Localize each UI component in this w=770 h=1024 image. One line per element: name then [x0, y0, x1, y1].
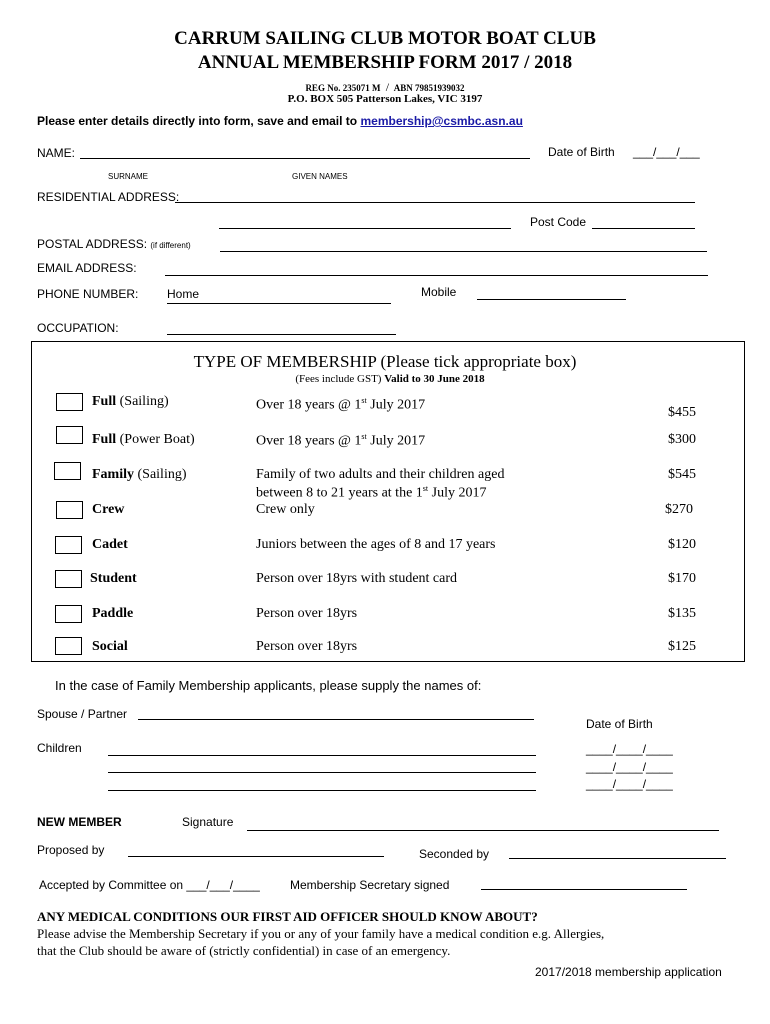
desc-end: July 2017: [366, 397, 426, 413]
email-address-field[interactable]: [165, 275, 708, 276]
membership-name: Crew: [92, 502, 125, 517]
home-phone-field[interactable]: [167, 303, 391, 304]
membership-name: Student: [90, 571, 137, 586]
new-member-label: NEW MEMBER: [37, 815, 122, 829]
desc-end: July 2017: [366, 433, 426, 449]
email-address-label: EMAIL ADDRESS:: [37, 261, 137, 275]
membership-label-paddle: [92, 606, 133, 622]
postal-address-field[interactable]: [220, 251, 707, 252]
residential-address-field[interactable]: [175, 202, 695, 203]
dob-label: Date of Birth: [548, 145, 615, 159]
membership-name: Family: [92, 467, 134, 482]
proposed-by-label: Proposed by: [37, 843, 105, 857]
instruction-line: [37, 114, 523, 128]
membership-desc-full-power-boat: [256, 432, 425, 450]
name-label: NAME:: [37, 146, 76, 160]
price-family-sailing: $545: [668, 467, 696, 482]
dob-field[interactable]: ___/___/___: [633, 145, 700, 159]
membership-name: Full: [92, 394, 117, 409]
medical-heading: ANY MEDICAL CONDITIONS OUR FIRST AID OFFICER SHOULD KNOW ABOUT?: [37, 909, 538, 924]
desc-text: Over 18 years @ 1: [256, 397, 362, 413]
post-code-field[interactable]: [592, 228, 695, 229]
children-label: Children: [37, 741, 82, 755]
post-code-label: Post Code: [530, 215, 587, 229]
proposed-by-field[interactable]: [128, 856, 384, 857]
membership-desc-full-sailing: [256, 396, 425, 414]
membership-desc2-family-sailing: [256, 484, 486, 502]
price-paddle: $135: [668, 606, 696, 621]
postal-address-note: (if different): [150, 241, 191, 250]
membership-qualifier: (Sailing): [119, 394, 169, 409]
secretary-signed-field[interactable]: [481, 889, 687, 890]
form-title-line2: ANNUAL MEMBERSHIP FORM 2017 / 2018: [197, 52, 573, 73]
signature-label: Signature: [182, 815, 234, 829]
price-full-sailing: $455: [668, 405, 696, 420]
residential-address-line2[interactable]: [219, 228, 511, 229]
child-1-field[interactable]: [108, 755, 536, 756]
child-3-dob[interactable]: ____/____/____: [586, 777, 673, 791]
desc-text: between 8 to 21 years at the 1: [256, 485, 423, 501]
membership-desc-paddle: Person over 18yrs: [256, 606, 358, 621]
occupation-field[interactable]: [167, 334, 396, 335]
abn-number: ABN 79851939032: [393, 83, 465, 93]
desc-sup: st: [361, 432, 367, 441]
occupation-label: OCCUPATION:: [37, 321, 119, 335]
spouse-field[interactable]: [138, 719, 534, 720]
signature-field[interactable]: [247, 830, 719, 831]
mobile-phone-label: Mobile: [421, 285, 457, 299]
desc-text: Over 18 years @ 1: [256, 433, 362, 449]
home-phone-label: Home: [167, 287, 200, 301]
reg-separator: /: [385, 80, 390, 94]
child-2-field[interactable]: [108, 772, 536, 773]
membership-label-student: [90, 571, 137, 587]
membership-desc-student: Person over 18yrs with student card: [256, 571, 458, 586]
price-crew: $270: [665, 502, 693, 517]
price-cadet: $120: [668, 537, 696, 552]
checkbox-crew[interactable]: [56, 501, 83, 519]
checkbox-student[interactable]: [55, 570, 82, 588]
membership-label-full-sailing: [92, 394, 169, 410]
valid-date-note: Valid to 30 June 2018: [384, 373, 485, 385]
spouse-label: Spouse / Partner: [37, 707, 128, 721]
checkbox-social[interactable]: [55, 637, 82, 655]
phone-number-label: PHONE NUMBER:: [37, 287, 139, 301]
membership-desc-family-sailing: Family of two adults and their children aged: [256, 467, 505, 482]
postal-address-label: [37, 237, 191, 251]
reg-number: REG No. 235071 M: [305, 83, 381, 93]
membership-desc-crew: Crew only: [256, 502, 315, 517]
membership-label-family-sailing: [92, 467, 187, 483]
membership-label-crew: [92, 502, 124, 518]
instruction-text: Please enter details directly into form, save and email to: [37, 114, 358, 128]
membership-label-full-power-boat: [92, 432, 195, 448]
seconded-by-label: Seconded by: [419, 847, 490, 861]
membership-name: Paddle: [92, 606, 134, 621]
membership-label-social: [92, 639, 128, 655]
membership-name: Cadet: [92, 537, 128, 552]
name-field[interactable]: [80, 158, 530, 159]
family-dob-label: Date of Birth: [586, 717, 653, 731]
surname-caption: SURNAME: [108, 172, 149, 181]
email-link[interactable]: membership@csmbc.asn.au: [360, 114, 523, 128]
given-names-caption: GIVEN NAMES: [292, 172, 348, 181]
medical-line1: Please advise the Membership Secretary if you or any of your family have a medical condition e.g. Allergies,: [37, 926, 605, 941]
membership-type-title: TYPE OF MEMBERSHIP (Please tick appropriate box): [193, 352, 577, 371]
desc-sup: st: [361, 396, 367, 405]
membership-desc-cadet: Juniors between the ages of 8 and 17 years: [256, 537, 496, 552]
desc-sup: st: [422, 484, 429, 493]
checkbox-cadet[interactable]: [55, 536, 82, 554]
child-1-dob[interactable]: ____/____/____: [586, 742, 673, 756]
price-social: $125: [668, 639, 696, 654]
checkbox-family-sailing[interactable]: [54, 462, 81, 480]
membership-name: Full: [92, 432, 117, 447]
fees-gst-note: (Fees include GST): [295, 373, 382, 385]
residential-address-label: RESIDENTIAL ADDRESS:: [37, 190, 180, 204]
checkbox-full-sailing[interactable]: [56, 393, 83, 411]
family-intro: In the case of Family Membership applicants, please supply the names of:: [55, 678, 482, 693]
mobile-phone-field[interactable]: [477, 299, 626, 300]
desc-end: July 2017: [428, 485, 487, 501]
child-3-field[interactable]: [108, 790, 536, 791]
seconded-by-field[interactable]: [509, 858, 726, 859]
postal-address-text: POSTAL ADDRESS:: [37, 237, 148, 251]
medical-line2: that the Club should be aware of (strictly confidential) in case of an emergency.: [37, 943, 451, 958]
checkbox-paddle[interactable]: [55, 605, 82, 623]
membership-label-cadet: [92, 537, 128, 553]
price-student: $170: [668, 571, 696, 586]
form-title-line1: CARRUM SAILING CLUB MOTOR BOAT CLUB: [174, 28, 596, 49]
footer-label: 2017/2018 membership application: [535, 965, 722, 979]
membership-fees-note: [0, 373, 770, 385]
membership-qualifier: (Sailing): [137, 467, 187, 482]
membership-name: Social: [92, 639, 128, 654]
po-box-address: P.O. BOX 505 Patterson Lakes, VIC 3197: [287, 93, 483, 105]
checkbox-full-power-boat[interactable]: [56, 426, 83, 444]
membership-qualifier: (Power Boat): [119, 432, 195, 447]
membership-desc-social: Person over 18yrs: [256, 639, 358, 654]
price-full-power-boat: $300: [668, 432, 696, 447]
secretary-signed-label: Membership Secretary signed: [290, 878, 450, 892]
child-2-dob[interactable]: ____/____/____: [586, 760, 673, 774]
accepted-by-committee[interactable]: Accepted by Committee on ___/___/____: [39, 878, 260, 892]
